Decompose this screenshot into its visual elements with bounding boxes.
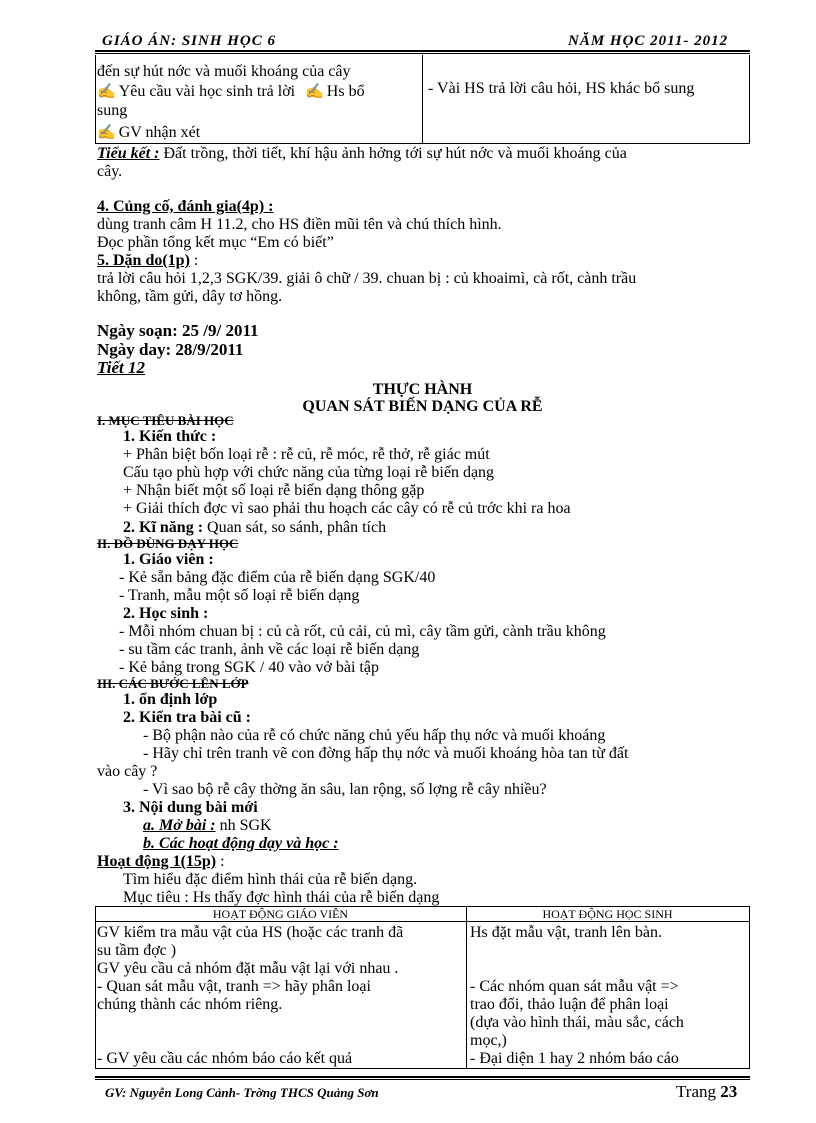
student-activity-line: - Đại diện 1 hay 2 nhóm báo cáo <box>470 1050 679 1067</box>
top-table-line: sung <box>97 102 128 119</box>
pencil-icon: ✍ <box>305 84 324 100</box>
cung-co-line: dùng tranh câm H 11.2, cho HS điền mũi tên và chú thích hình. <box>97 216 502 233</box>
review-question: - Hãy chỉ trên tranh vẽ con đờng hấp thụ nớc và muối khoáng hòa tan từ đất <box>143 745 629 762</box>
student-activity-line: trao đổi, thảo luận để phân loại <box>470 996 669 1013</box>
teacher-activity-line: GV kiểm tra mẫu vật của HS (hoặc các tranh đã <box>97 924 404 941</box>
student-activity-line: mọc,) <box>470 1032 507 1049</box>
pencil-icon: ✍ <box>97 125 116 141</box>
lesson-title: THỰC HÀNH <box>372 381 473 398</box>
student-item: - su tầm các tranh, ảnh về các loại rễ biến dạng <box>119 641 420 658</box>
knowledge-item: + Nhận biết một số loại rễ biến dạng thông gặp <box>123 482 425 499</box>
cung-co-title: 4. Củng cố, đánh gia(4p) : <box>97 198 274 215</box>
review-question: - Bộ phận nào của rễ có chức năng chủ yếu hấp thụ nớc và muối khoáng <box>143 727 606 744</box>
date-prepared: Ngày soạn: 25 /9/ 2011 <box>97 321 259 340</box>
header-school-year: NĂM HỌC 2011- 2012 <box>568 33 729 49</box>
teacher-activity-line: - Quan sát mẫu vật, tranh => hãy phân loại <box>97 978 371 995</box>
class-stabilize: 1. ổn định lớp <box>123 691 218 708</box>
intro: a. Mở bài : nh SGK <box>143 817 272 834</box>
old-lesson-check: 2. Kiển tra bài cũ : <box>123 709 251 726</box>
student-activity-line: Hs đặt mẫu vật, tranh lên bàn. <box>470 924 662 941</box>
review-question: - Vì sao bộ rễ cây thờng ăn sâu, lan rộng, số lợng rễ cây nhiều? <box>143 781 547 798</box>
knowledge-item: + Phân biệt bốn loại rễ : rễ củ, rễ móc, rễ thở, rễ giác mút <box>123 446 490 463</box>
teacher-activity-line: GV yêu cầu cả nhóm đặt mẫu vật lại với nhau . <box>97 960 399 977</box>
section-objectives-title: I. MỤC TIÊU BÀI HỌC <box>97 413 234 428</box>
teacher-item: - Tranh, mẫu một số loại rễ biến dạng <box>119 587 360 604</box>
student-item: - Mỗi nhóm chuan bị : củ cà rốt, củ cải, củ mì, cây tầm gửi, cành trầu không <box>119 623 606 640</box>
table-header-student: HOẠT ĐỘNG HỌC SINH <box>542 907 673 921</box>
lesson-subtitle: QUAN SÁT BIẾN DẠNG CỦA RỄ <box>302 398 543 415</box>
section-steps-title: III. CÁC BƯỚC LÊN LỚP <box>97 676 249 691</box>
teacher-heading: 1. Giáo viên : <box>123 551 214 568</box>
activities-heading: b. Các hoạt động dạy và học : <box>143 835 339 852</box>
lesson-number: Tiết 12 <box>97 358 145 377</box>
table-header-teacher: HOẠT ĐỘNG GIÁO VIÊN <box>212 907 349 921</box>
student-item: - Kẻ bảng trong SGK / 40 vào vở bài tập <box>119 659 379 676</box>
teacher-item: - Kẻ sẵn bảng đặc điểm của rễ biến dạng SGK/40 <box>119 569 436 586</box>
cung-co-line: Đọc phần tổng kết mục “Em có biết” <box>97 234 334 251</box>
top-table-line: ✍ GV nhận xét <box>97 124 201 141</box>
section-materials-title: II. ĐỒ DÙNG DẠY HỌC <box>97 536 239 551</box>
footer-rule-thin <box>95 1079 750 1080</box>
tieu-ket: Tiểu kết : Đất trồng, thời tiết, khí hậu ảnh hởng tới sự hút nớc và muối khoáng của <box>97 145 627 162</box>
pencil-icon: ✍ <box>97 84 116 100</box>
top-table-line: đến sự hút nớc và muối khoáng của cây <box>97 63 351 80</box>
student-activity-line: (dựa vào hình thái, màu sắc, cách <box>470 1014 684 1031</box>
teacher-activity-line: su tầm đợc ) <box>97 942 177 959</box>
footer-rule <box>95 1076 750 1078</box>
header-rule <box>95 50 750 52</box>
skills: 2. Kĩ năng : Quan sát, so sánh, phân tích <box>123 519 387 536</box>
new-content-heading: 3. Nội dung bài mới <box>123 799 258 816</box>
knowledge-item: + Giải thích đợc vì sao phải thu hoạch các cây có rễ củ trớc khi ra hoa <box>123 500 571 517</box>
activity-objective: Mục tiêu : Hs thấy đợc hình thái của rễ biến dạng <box>123 889 440 906</box>
activity-title: Hoạt động 1(15p) : <box>97 853 225 870</box>
date-taught: Ngày day: 28/9/2011 <box>97 340 244 359</box>
knowledge-heading: 1. Kiến thức : <box>123 428 217 445</box>
footer-author: GV: Nguyễn Long Cảnh- Trờng THCS Quảng Sơn <box>105 1085 379 1100</box>
header-subject: GIÁO ÁN: SINH HỌC 6 <box>102 33 277 49</box>
header-rule-thin <box>95 53 750 54</box>
activity-desc: Tìm hiểu đặc điểm hình thái của rễ biến dạng. <box>123 871 418 888</box>
dan-do-title: 5. Dặn do(1p) : <box>97 252 199 269</box>
tieu-ket-cont: cây. <box>97 163 123 180</box>
footer-page: Trang 23 <box>676 1082 738 1101</box>
review-question-cont: vào cây ? <box>97 763 158 780</box>
teacher-activity-line: chúng thành các nhóm riêng. <box>97 996 283 1013</box>
student-activity-line: - Các nhóm quan sát mẫu vật => <box>470 978 679 995</box>
teacher-activity-line: - GV yêu cầu các nhóm báo cáo kết quả <box>97 1050 353 1067</box>
top-table-right: - Vài HS trả lời câu hỏi, HS khác bổ sung <box>428 80 695 97</box>
student-heading: 2. Học sinh : <box>123 605 209 622</box>
knowledge-item: Cấu tạo phù hợp với chức năng của từng loại rễ biến dạng <box>123 464 495 481</box>
dan-do-line: trả lời câu hỏi 1,2,3 SGK/39. giải ô chữ / 39. chuan bị : củ khoaimì, cà rốt, cành trầu <box>97 270 637 287</box>
top-table-line: ✍ Yêu cầu vài học sinh trả lời ✍ Hs bổ <box>97 83 365 100</box>
dan-do-line: không, tầm gửi, dây tơ hồng. <box>97 288 283 305</box>
